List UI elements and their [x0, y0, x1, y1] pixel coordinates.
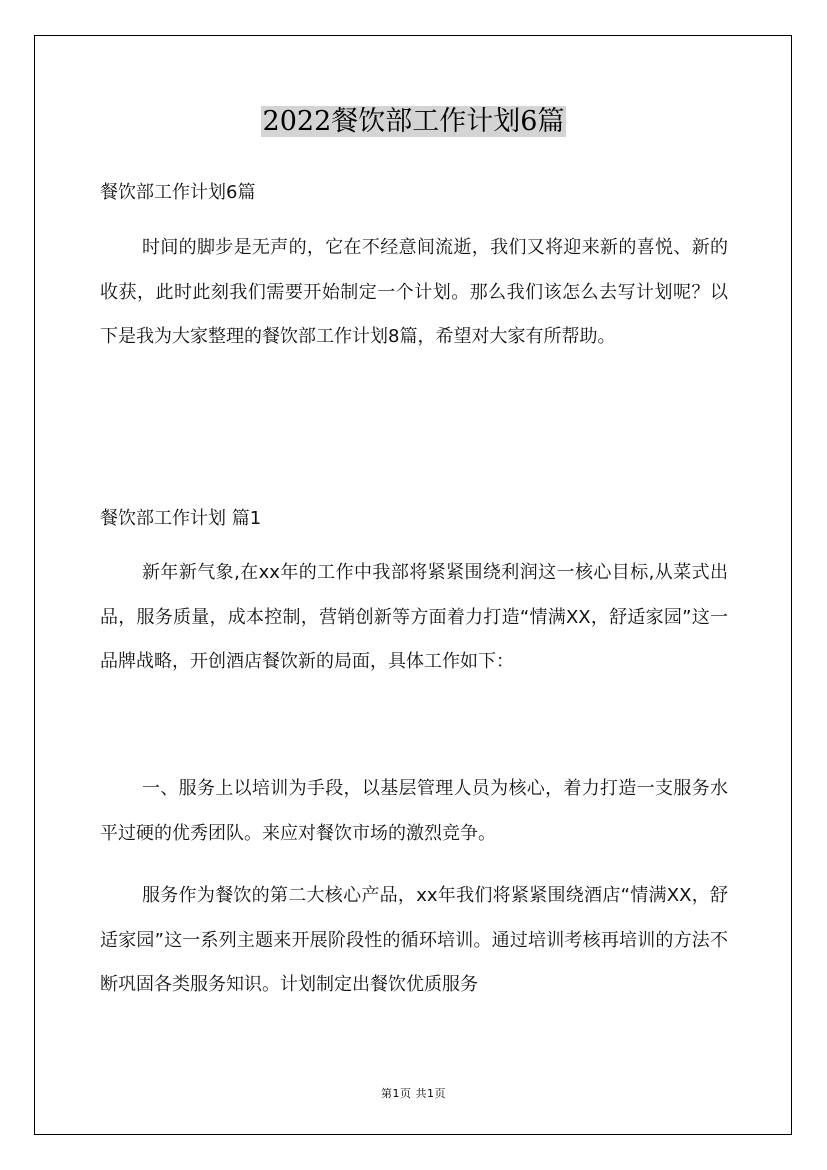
- document-title-text: 2022餐饮部工作计划6篇: [262, 106, 565, 137]
- intro-paragraph: 时间的脚步是无声的，它在不经意间流逝，我们又将迎来新的喜悦、新的收获，此时此刻我们需要开始制定一个计划。那么我们该怎么去写计划呢？以下是我为大家整理的餐饮部工作计划8篇，希望对大家有所帮助。: [100, 237, 728, 347]
- document-title: [0, 100, 827, 144]
- section-heading: 餐饮部工作计划 篇1: [100, 508, 262, 529]
- page-footer: 第1页 共1页: [381, 1087, 446, 1100]
- body-paragraph-2: 一、服务上以培训为手段，以基层管理人员为核心，着力打造一支服务水平过硬的优秀团队。来应对餐饮市场的激烈竞争。: [100, 778, 728, 844]
- body-paragraph-1: 新年新气象,在xx年的工作中我部将紧紧围绕利润这一核心目标,从菜式出品，服务质量，成本控制，营销创新等方面着力打造“情满XX，舒适家园”这一品牌战略，开创酒店餐饮新的局面，具体工作如下：: [100, 562, 728, 672]
- body-paragraph-3: 服务作为餐饮的第二大核心产品，xx年我们将紧紧围绕酒店“情满XX，舒适家园”这一系列主题来开展阶段性的循环培训。通过培训考核再培训的方法不断巩固各类服务知识。计划制定出餐饮优质服务: [100, 885, 728, 995]
- document-subtitle: 餐饮部工作计划6篇: [100, 182, 256, 203]
